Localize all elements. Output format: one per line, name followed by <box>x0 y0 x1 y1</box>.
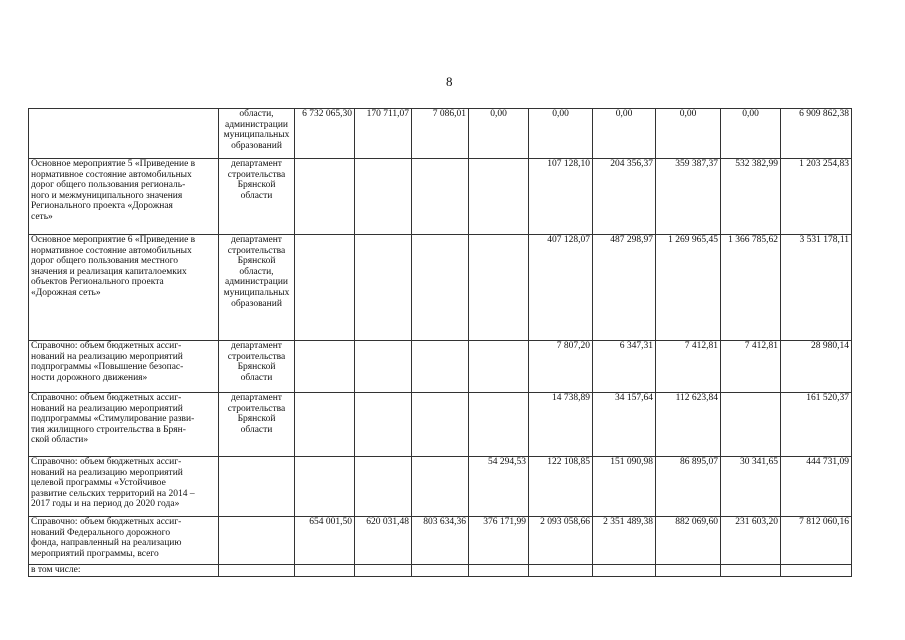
row-executor-line: департамент <box>231 159 282 169</box>
row-executor-line: муниципальных <box>223 130 290 141</box>
row-name-line: нований на реализацию мероприятий <box>31 351 183 362</box>
row-value-cell: 803 634,36 <box>412 517 469 565</box>
row-name-cell <box>29 235 219 341</box>
row-value-cell: 204 356,37 <box>593 159 656 235</box>
row-value-cell: 532 382,99 <box>721 159 781 235</box>
row-value-cell <box>469 159 529 235</box>
row-value-cell: 151 090,98 <box>593 457 656 517</box>
row-value-cell: 3 531 178,11 <box>781 235 852 341</box>
row-executor-line: строительства <box>227 351 286 362</box>
row-name-line: Основное мероприятие 6 «Приведение в <box>31 235 196 245</box>
row-value-cell <box>295 159 355 235</box>
row-value-cell: 170 711,07 <box>355 109 412 159</box>
row-value-cell <box>412 235 469 341</box>
row-name-cell <box>29 159 219 235</box>
row-value-cell <box>295 565 355 577</box>
row-value-cell <box>412 457 469 517</box>
row-executor-line: администрации <box>224 119 289 130</box>
row-value-cell <box>355 341 412 393</box>
row-value-cell: 112 623,84 <box>656 393 721 457</box>
row-executor-line: строительства <box>227 169 286 180</box>
row-value-cell: 1 203 254,83 <box>781 159 852 235</box>
row-value-cell: 7 412,81 <box>721 341 781 393</box>
row-executor-line: департамент <box>231 393 282 403</box>
row-value-cell: 0,00 <box>529 109 593 159</box>
row-value-cell: 7 807,20 <box>529 341 593 393</box>
row-value-cell: 161 520,37 <box>781 393 852 457</box>
row-name-cell <box>29 393 219 457</box>
table-row <box>29 341 852 393</box>
row-name-line: Справочно: объем бюджетных ассиг- <box>31 341 182 351</box>
row-value-cell <box>355 159 412 235</box>
row-name-line: ности дорожного движения» <box>31 372 148 383</box>
row-value-cell <box>469 235 529 341</box>
row-value-cell <box>593 565 656 577</box>
table-row <box>29 565 852 577</box>
row-name-line: «Дорожная сеть» <box>31 287 101 298</box>
row-name-line: Основное мероприятие 5 «Приведение в <box>31 159 196 169</box>
row-executor-cell <box>219 565 295 577</box>
row-value-cell: 7 412,81 <box>656 341 721 393</box>
row-name-cell <box>29 109 219 159</box>
row-name-line: нований Федерального дорожного <box>31 527 171 538</box>
row-executor-line: Брянской <box>237 414 276 425</box>
row-name-line: развитие сельских территорий на 2014 – <box>31 488 195 499</box>
row-executor-line: области <box>240 424 273 435</box>
row-value-cell: 6 347,31 <box>593 341 656 393</box>
row-value-cell: 14 738,89 <box>529 393 593 457</box>
row-executor-line: Брянской <box>237 180 276 191</box>
table-row <box>29 393 852 457</box>
row-value-cell: 1 269 965,45 <box>656 235 721 341</box>
row-name-line: мероприятий программы, всего <box>31 548 159 559</box>
row-value-cell: 620 031,48 <box>355 517 412 565</box>
row-name-line: фонда, направленный на реализацию <box>31 538 182 549</box>
row-value-cell <box>295 393 355 457</box>
row-name-line: тия жилищного строительства в Брян- <box>31 424 186 435</box>
row-value-cell: 0,00 <box>593 109 656 159</box>
row-value-cell <box>721 565 781 577</box>
row-value-cell <box>412 341 469 393</box>
row-value-cell: 2 351 489,38 <box>593 517 656 565</box>
row-executor-line: департамент <box>231 235 282 245</box>
row-executor-cell <box>219 457 295 517</box>
row-value-cell <box>469 565 529 577</box>
row-value-cell: 7 086,01 <box>412 109 469 159</box>
row-name-line: нований на реализацию мероприятий <box>31 403 183 414</box>
row-name-line: значения и реализация капиталоемких <box>31 266 187 277</box>
row-value-cell: 6 909 862,38 <box>781 109 852 159</box>
row-value-cell: 34 157,64 <box>593 393 656 457</box>
row-name-cell <box>29 565 219 577</box>
row-value-cell: 0,00 <box>721 109 781 159</box>
row-name-line: в том числе: <box>31 565 81 575</box>
row-name-line: ской области» <box>31 435 89 446</box>
row-name-cell <box>29 457 219 517</box>
row-name-line: нований на реализацию мероприятий <box>31 467 183 478</box>
row-name-cell <box>29 517 219 565</box>
row-value-cell: 487 298,97 <box>593 235 656 341</box>
row-value-cell <box>412 159 469 235</box>
row-name-line: ного и межмуниципального значения <box>31 190 183 201</box>
row-value-cell: 54 294,53 <box>469 457 529 517</box>
budget-table <box>28 108 852 577</box>
row-name-line: подпрограммы «Стимулирование разви- <box>31 414 195 425</box>
table-row <box>29 159 852 235</box>
row-value-cell <box>355 565 412 577</box>
row-executor-line: области, <box>239 266 274 277</box>
table-row <box>29 109 852 159</box>
row-name-line: Справочно: объем бюджетных ассиг- <box>31 393 182 403</box>
row-value-cell: 359 387,37 <box>656 159 721 235</box>
row-executor-line: образований <box>231 140 282 151</box>
row-executor-cell <box>219 109 295 159</box>
row-executor-line: области <box>240 372 273 383</box>
row-value-cell: 6 732 065,30 <box>295 109 355 159</box>
row-executor-cell <box>219 517 295 565</box>
row-value-cell <box>295 341 355 393</box>
row-value-cell <box>355 235 412 341</box>
row-value-cell <box>355 393 412 457</box>
row-executor-line: муниципальных <box>223 287 290 298</box>
row-name-line: дорог общего пользования региональ- <box>31 180 186 191</box>
table-row <box>29 235 852 341</box>
row-value-cell: 30 341,65 <box>721 457 781 517</box>
row-value-cell <box>295 457 355 517</box>
row-value-cell: 654 001,50 <box>295 517 355 565</box>
row-value-cell <box>529 565 593 577</box>
row-name-cell <box>29 341 219 393</box>
row-value-cell <box>781 565 852 577</box>
row-name-line: нормативное состояние автомобильных <box>31 169 192 180</box>
row-value-cell: 407 128,07 <box>529 235 593 341</box>
row-value-cell <box>295 235 355 341</box>
row-executor-line: Брянской <box>237 362 276 373</box>
row-executor-cell <box>219 341 295 393</box>
row-executor-line: департамент <box>231 341 282 351</box>
row-executor-line: администрации <box>224 277 289 288</box>
row-name-line: Регионального проекта «Дорожная <box>31 201 173 212</box>
row-value-cell: 231 603,20 <box>721 517 781 565</box>
row-name-line: Справочно: объем бюджетных ассиг- <box>31 517 182 527</box>
row-value-cell <box>355 457 412 517</box>
row-value-cell <box>656 565 721 577</box>
row-executor-line: области, <box>239 109 274 119</box>
row-value-cell: 0,00 <box>656 109 721 159</box>
row-value-cell <box>469 341 529 393</box>
row-value-cell: 0,00 <box>469 109 529 159</box>
row-value-cell: 122 108,85 <box>529 457 593 517</box>
row-value-cell: 7 812 060,16 <box>781 517 852 565</box>
table-row <box>29 457 852 517</box>
row-value-cell: 882 069,60 <box>656 517 721 565</box>
row-name-line: объектов Регионального проекта <box>31 277 164 288</box>
row-executor-line: строительства <box>227 403 286 414</box>
row-name-line: нормативное состояние автомобильных <box>31 245 192 256</box>
row-executor-cell <box>219 393 295 457</box>
row-executor-line: Брянской <box>237 256 276 267</box>
row-executor-line: строительства <box>227 245 286 256</box>
row-name-line: дорог общего пользования местного <box>31 256 179 267</box>
row-value-cell <box>412 393 469 457</box>
row-executor-cell <box>219 159 295 235</box>
row-value-cell: 1 366 785,62 <box>721 235 781 341</box>
row-executor-line: области <box>240 190 273 201</box>
row-value-cell <box>721 393 781 457</box>
row-name-line: сеть» <box>31 211 53 222</box>
row-value-cell: 376 171,99 <box>469 517 529 565</box>
row-value-cell <box>469 393 529 457</box>
row-value-cell: 444 731,09 <box>781 457 852 517</box>
page-number: 8 <box>446 74 453 89</box>
row-name-line: подпрограммы «Повышение безопас- <box>31 362 184 373</box>
row-value-cell: 86 895,07 <box>656 457 721 517</box>
row-value-cell: 107 128,10 <box>529 159 593 235</box>
row-name-line: Справочно: объем бюджетных ассиг- <box>31 457 182 467</box>
row-value-cell: 2 093 058,66 <box>529 517 593 565</box>
row-executor-line: образований <box>231 298 282 309</box>
row-value-cell <box>412 565 469 577</box>
row-name-line: 2017 годы и на период до 2020 года» <box>31 499 180 510</box>
table-body <box>29 109 852 577</box>
table-row <box>29 517 852 565</box>
row-name-line: целевой программы «Устойчивое <box>31 478 166 489</box>
row-value-cell: 28 980,14 <box>781 341 852 393</box>
row-executor-cell <box>219 235 295 341</box>
